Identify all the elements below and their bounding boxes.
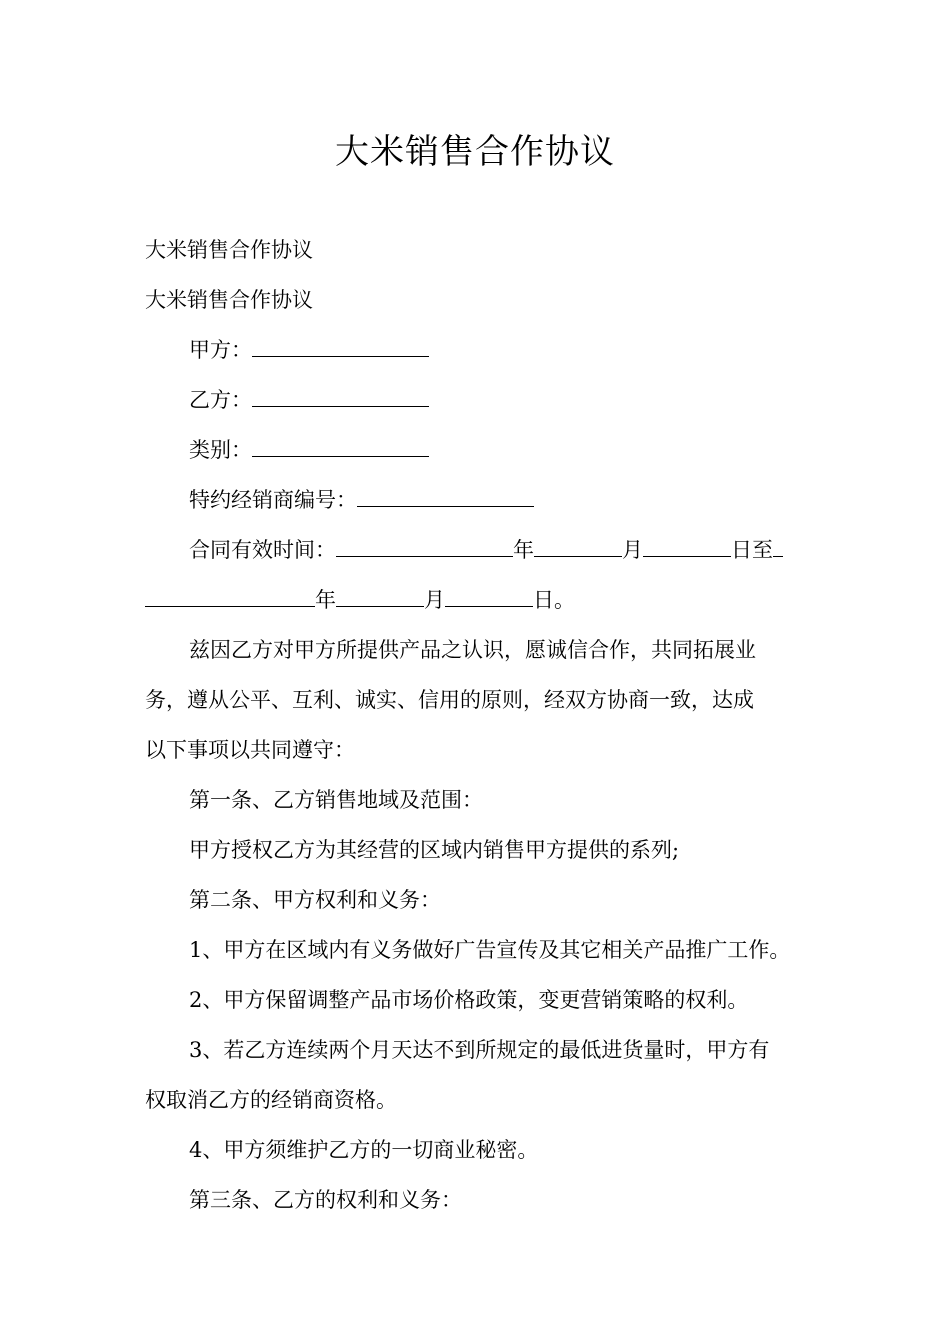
article-1-heading: 第一条、乙方销售地域及范围： <box>189 788 483 812</box>
subtitle-line: 大米销售合作协议 <box>145 238 313 262</box>
day-to-label: 日至 <box>731 538 773 562</box>
day-end-label: 日。 <box>533 588 575 612</box>
article-2-item: 1、甲方在区域内有义务做好广告宣传及其它相关产品推广工作。 <box>189 938 791 962</box>
category-field <box>189 435 869 465</box>
end-year-blank-start[interactable] <box>773 536 783 557</box>
year-label: 年 <box>315 588 336 612</box>
article-2-item: 2、甲方保留调整产品市场价格政策，变更营销策略的权利。 <box>189 988 749 1012</box>
dealer-number-blank[interactable] <box>357 486 534 507</box>
end-year-blank[interactable] <box>145 586 315 607</box>
year-label: 年 <box>513 538 534 562</box>
party-b-label: 乙方： <box>189 388 252 412</box>
validity-field-continued <box>145 585 825 615</box>
validity-field <box>189 535 869 565</box>
preamble-line: 务，遵从公平、互利、诚实、信用的原则，经双方协商一致，达成 <box>145 688 754 712</box>
article-2-item: 3、若乙方连续两个月天达不到所规定的最低进货量时，甲方有 <box>189 1038 770 1062</box>
start-month-blank[interactable] <box>534 536 622 557</box>
article-2-item-continued: 权取消乙方的经销商资格。 <box>145 1088 397 1112</box>
article-3-heading: 第三条、乙方的权利和义务： <box>189 1188 462 1212</box>
article-1-body: 甲方授权乙方为其经营的区域内销售甲方提供的系列; <box>189 838 680 862</box>
document-title: 大米销售合作协议 <box>335 132 615 172</box>
start-year-blank[interactable] <box>336 536 513 557</box>
article-2-heading: 第二条、甲方权利和义务： <box>189 888 441 912</box>
start-day-blank[interactable] <box>643 536 731 557</box>
subtitle-line: 大米销售合作协议 <box>145 288 313 312</box>
party-a-label: 甲方： <box>189 338 252 362</box>
party-b-blank[interactable] <box>252 386 429 407</box>
category-blank[interactable] <box>252 436 429 457</box>
category-label: 类别： <box>189 438 252 462</box>
article-2-item: 4、甲方须维护乙方的一切商业秘密。 <box>189 1138 539 1162</box>
party-b-field <box>189 385 869 415</box>
preamble-line: 兹因乙方对甲方所提供产品之认识，愿诚信合作，共同拓展业 <box>189 638 756 662</box>
end-day-blank[interactable] <box>445 586 533 607</box>
dealer-number-field <box>189 485 869 515</box>
preamble-line: 以下事项以共同遵守： <box>145 738 355 762</box>
month-label: 月 <box>622 538 643 562</box>
end-month-blank[interactable] <box>336 586 424 607</box>
party-a-field <box>189 335 869 365</box>
month-label: 月 <box>424 588 445 612</box>
validity-label: 合同有效时间： <box>189 538 336 562</box>
party-a-blank[interactable] <box>252 336 429 357</box>
dealer-number-label: 特约经销商编号： <box>189 488 357 512</box>
